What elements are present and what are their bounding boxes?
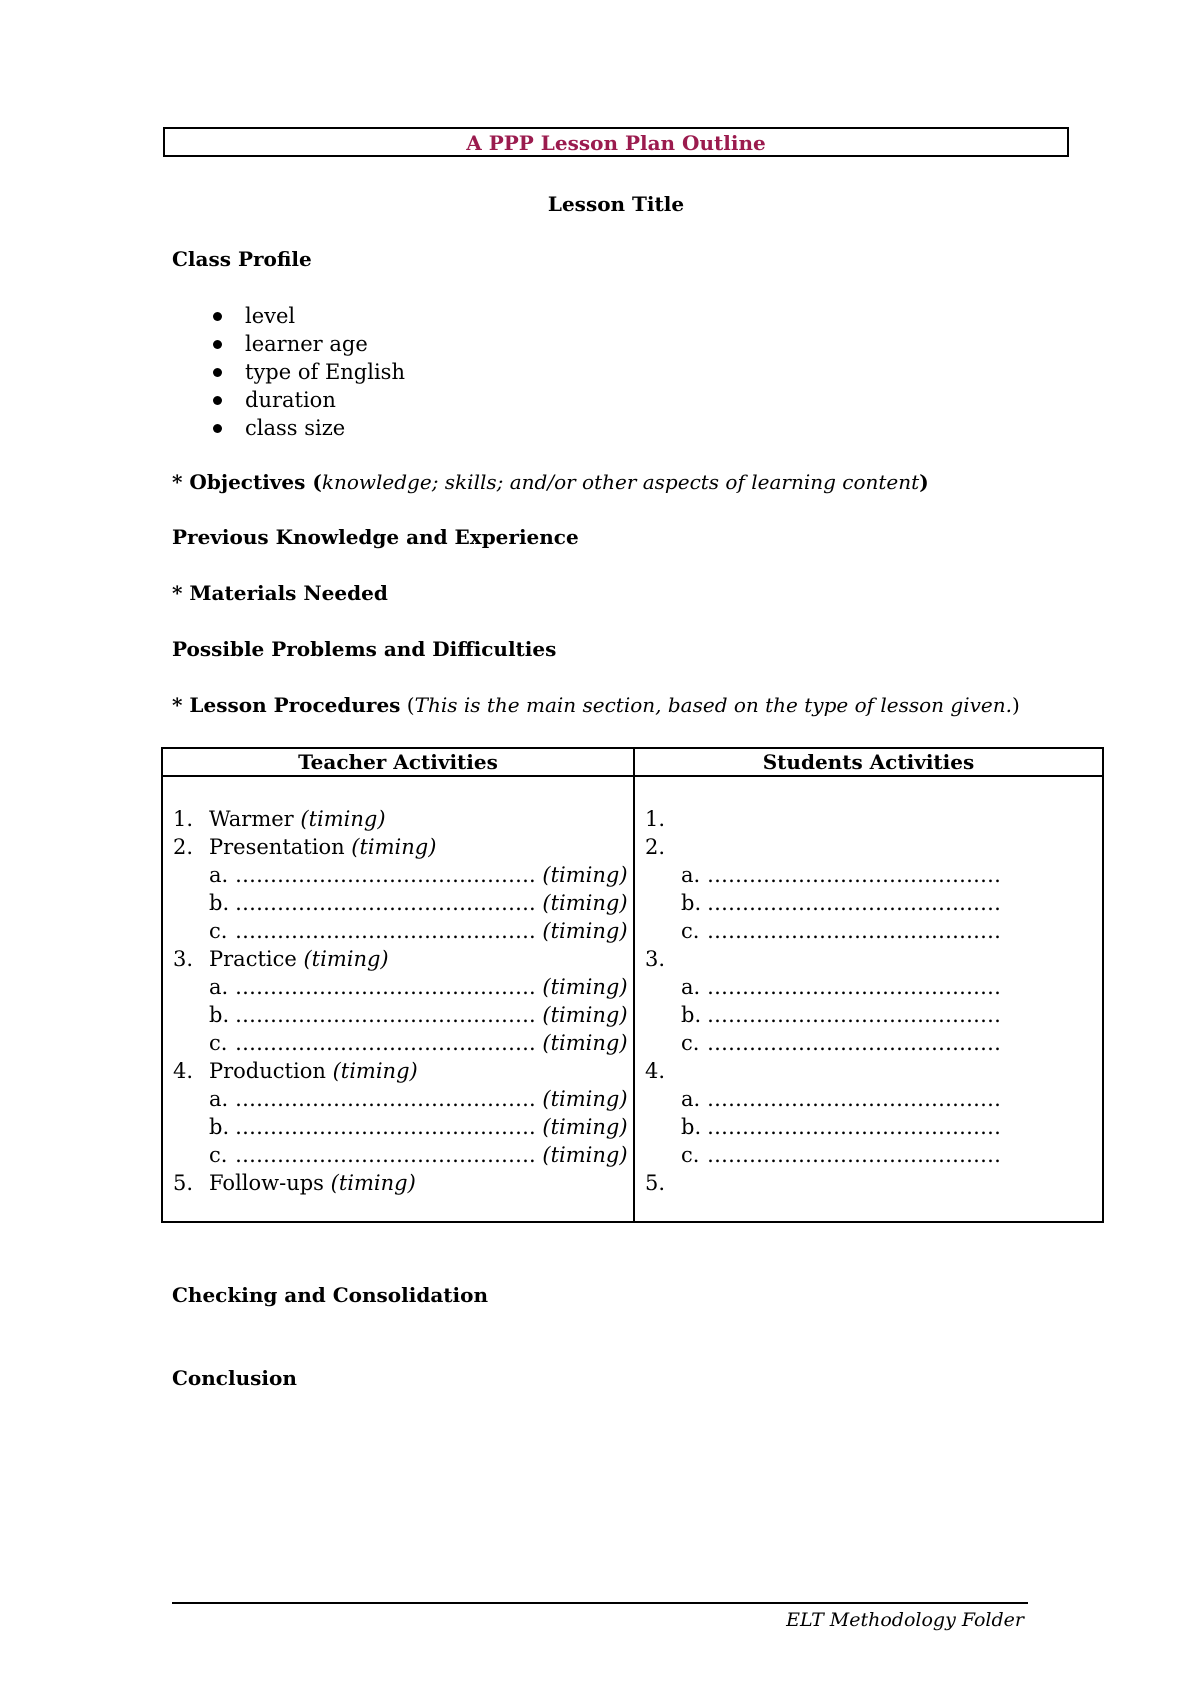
student-substep xyxy=(645,917,1102,945)
teacher-substep-letter: c. xyxy=(209,1031,228,1055)
student-step xyxy=(645,1057,1102,1085)
teacher-step xyxy=(173,805,633,833)
footer-text: ELT Methodology Folder xyxy=(786,1609,1024,1631)
teacher-substep xyxy=(173,1085,633,1113)
student-substep-dots: …………………………………… xyxy=(707,919,1001,943)
class-profile-item xyxy=(172,302,405,330)
timing-label: (timing) xyxy=(542,1087,628,1111)
teacher-substep-letter: b. xyxy=(209,1003,230,1027)
teacher-substep-letter: a. xyxy=(209,975,229,999)
bullet-icon xyxy=(213,424,222,433)
student-substep xyxy=(645,889,1102,917)
teacher-substep-dots: ……………………………………. xyxy=(235,1087,536,1111)
teacher-activities-header: Teacher Activities xyxy=(162,748,634,776)
bullet-icon xyxy=(213,312,222,321)
teacher-substep-dots: ……………………………………. xyxy=(235,975,536,999)
teacher-substep-dots: ……………………………………. xyxy=(235,863,536,887)
procedures-label: * Lesson Procedures xyxy=(172,693,401,717)
procedures-heading xyxy=(172,693,1020,717)
timing-label: (timing) xyxy=(303,947,389,971)
class-profile-item-label: learner age xyxy=(245,332,368,356)
student-step xyxy=(645,945,1102,973)
problems-heading: Possible Problems and Difficulties xyxy=(172,637,557,661)
timing-label: (timing) xyxy=(542,1143,628,1167)
class-profile-item xyxy=(172,358,405,386)
teacher-substep xyxy=(173,1141,633,1169)
student-substep xyxy=(645,1001,1102,1029)
teacher-step-label: Production xyxy=(209,1059,326,1083)
student-substep-letter: c. xyxy=(681,1031,700,1055)
teacher-substep-letter: a. xyxy=(209,863,229,887)
teacher-step-number: 3. xyxy=(173,947,194,971)
teacher-step-label: Practice xyxy=(209,947,297,971)
class-profile-item-label: level xyxy=(245,304,296,328)
students-activities-cell xyxy=(634,776,1103,1222)
class-profile-item-label: type of English xyxy=(245,360,405,384)
student-substep xyxy=(645,973,1102,1001)
student-step xyxy=(645,833,1102,861)
procedures-open: ( xyxy=(400,693,415,717)
student-step-number: 3. xyxy=(645,947,666,971)
student-substep-dots: …………………………………… xyxy=(707,1115,1001,1139)
teacher-substep-dots: ……………………………………. xyxy=(235,1115,536,1139)
objectives-label: * Objectives xyxy=(172,470,306,494)
teacher-step-number: 1. xyxy=(173,807,194,831)
teacher-step xyxy=(173,1057,633,1085)
bullet-icon xyxy=(213,368,222,377)
teacher-substep-letter: c. xyxy=(209,919,228,943)
document-title: A PPP Lesson Plan Outline xyxy=(466,131,766,155)
timing-label: (timing) xyxy=(330,1171,416,1195)
timing-label: (timing) xyxy=(542,975,628,999)
student-substep-dots: …………………………………… xyxy=(707,1143,1001,1167)
teacher-substep xyxy=(173,973,633,1001)
student-substep-letter: c. xyxy=(681,1143,700,1167)
footer-divider xyxy=(172,1602,1028,1604)
teacher-step-label: Follow-ups xyxy=(209,1171,324,1195)
class-profile-item xyxy=(172,414,405,442)
student-step-number: 4. xyxy=(645,1059,666,1083)
teacher-substep-dots: ……………………………………. xyxy=(235,891,536,915)
bullet-icon xyxy=(213,340,222,349)
teacher-step-label: Presentation xyxy=(209,835,345,859)
student-step-number: 1. xyxy=(645,807,666,831)
teacher-step xyxy=(173,945,633,973)
checking-heading: Checking and Consolidation xyxy=(172,1283,489,1307)
student-substep xyxy=(645,1113,1102,1141)
teacher-substep-letter: a. xyxy=(209,1087,229,1111)
student-step-number: 5. xyxy=(645,1171,666,1195)
objectives-heading xyxy=(172,470,929,494)
teacher-substep xyxy=(173,1001,633,1029)
teacher-substep xyxy=(173,1113,633,1141)
objectives-open: ( xyxy=(305,470,322,494)
teacher-substep-dots: ……………………………………. xyxy=(235,1143,536,1167)
procedures-note: This is the main section, based on the type of lesson given. xyxy=(414,693,1012,717)
student-substep-letter: b. xyxy=(681,1003,702,1027)
lesson-title: Lesson Title xyxy=(547,192,685,216)
student-substep-letter: b. xyxy=(681,891,702,915)
lesson-procedures-table xyxy=(161,747,1104,1223)
teacher-substep xyxy=(173,917,633,945)
student-substep-dots: …………………………………… xyxy=(707,1031,1001,1055)
student-substep-dots: …………………………………… xyxy=(707,1003,1001,1027)
student-substep-dots: …………………………………… xyxy=(707,975,1001,999)
teacher-substep xyxy=(173,889,633,917)
teacher-activities-cell xyxy=(162,776,634,1222)
timing-label: (timing) xyxy=(542,1115,628,1139)
document-title-box xyxy=(163,127,1069,157)
teacher-substep-dots: ……………………………………. xyxy=(235,919,536,943)
teacher-step-number: 2. xyxy=(173,835,194,859)
teacher-step-label: Warmer xyxy=(209,807,294,831)
teacher-substep-dots: ……………………………………. xyxy=(235,1031,536,1055)
class-profile-item xyxy=(172,330,405,358)
teacher-substep-letter: b. xyxy=(209,891,230,915)
teacher-substep xyxy=(173,861,633,889)
bullet-icon xyxy=(213,396,222,405)
student-substep-dots: …………………………………… xyxy=(707,1087,1001,1111)
previous-knowledge-heading: Previous Knowledge and Experience xyxy=(172,525,579,549)
procedures-close: ) xyxy=(1012,693,1020,717)
teacher-step xyxy=(173,833,633,861)
class-profile-item-label: duration xyxy=(245,388,336,412)
student-substep-dots: …………………………………… xyxy=(707,891,1001,915)
timing-label: (timing) xyxy=(542,863,628,887)
class-profile-item-label: class size xyxy=(245,416,346,440)
student-step-number: 2. xyxy=(645,835,666,859)
student-substep-letter: c. xyxy=(681,919,700,943)
class-profile-list xyxy=(172,302,405,442)
student-substep xyxy=(645,1141,1102,1169)
student-substep xyxy=(645,1085,1102,1113)
timing-label: (timing) xyxy=(332,1059,418,1083)
teacher-step-number: 5. xyxy=(173,1171,194,1195)
teacher-step-number: 4. xyxy=(173,1059,194,1083)
timing-label: (timing) xyxy=(542,1031,628,1055)
student-substep-letter: a. xyxy=(681,975,701,999)
timing-label: (timing) xyxy=(542,1003,628,1027)
teacher-substep-letter: c. xyxy=(209,1143,228,1167)
student-substep-letter: a. xyxy=(681,1087,701,1111)
teacher-substep-dots: ……………………………………. xyxy=(235,1003,536,1027)
class-profile-heading: Class Profile xyxy=(172,247,312,271)
timing-label: (timing) xyxy=(351,835,437,859)
teacher-step xyxy=(173,1169,633,1197)
class-profile-item xyxy=(172,386,405,414)
objectives-close: ) xyxy=(919,470,929,494)
student-substep xyxy=(645,861,1102,889)
timing-label: (timing) xyxy=(542,891,628,915)
student-step xyxy=(645,1169,1102,1197)
conclusion-heading: Conclusion xyxy=(172,1366,297,1390)
objectives-note: knowledge; skills; and/or other aspects of learning content xyxy=(321,470,920,494)
teacher-substep xyxy=(173,1029,633,1057)
timing-label: (timing) xyxy=(300,807,386,831)
timing-label: (timing) xyxy=(542,919,628,943)
teacher-substep-letter: b. xyxy=(209,1115,230,1139)
student-substep-letter: b. xyxy=(681,1115,702,1139)
student-substep-letter: a. xyxy=(681,863,701,887)
materials-heading: * Materials Needed xyxy=(172,581,388,605)
student-step xyxy=(645,805,1102,833)
students-activities-header: Students Activities xyxy=(634,748,1103,776)
student-substep xyxy=(645,1029,1102,1057)
student-substep-dots: …………………………………… xyxy=(707,863,1001,887)
